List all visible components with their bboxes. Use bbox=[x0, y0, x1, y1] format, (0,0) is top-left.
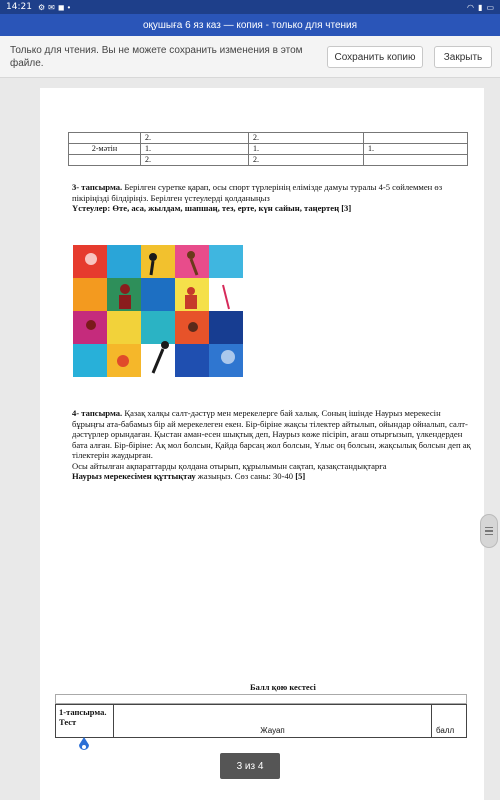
task-3 bbox=[72, 182, 472, 214]
task-3-label: 3- тапсырма. bbox=[72, 182, 123, 192]
table-cell: 2. bbox=[141, 155, 249, 166]
score-table bbox=[55, 704, 467, 738]
table-cell: 2. bbox=[141, 133, 249, 144]
table-cell: 2-мәтін bbox=[69, 144, 141, 155]
score-points-header: балл bbox=[436, 726, 455, 735]
score-table-header-strip bbox=[55, 694, 467, 704]
document-title: оқушыға 6 яз каз — копия - только для чтения bbox=[142, 19, 358, 31]
status-system-icons bbox=[467, 3, 494, 12]
table-cell: 2. bbox=[249, 133, 364, 144]
scroll-handle[interactable] bbox=[480, 514, 498, 548]
app-icon: ◼ bbox=[57, 2, 65, 12]
athletes-silhouettes bbox=[73, 245, 243, 377]
table-cell: 1. bbox=[141, 144, 249, 155]
task-3-text: Берілген суретке қарап, осы спорт түрлерінің елімізде дамуы туралы 4-5 сөйлеммен өз пікіріңізді білдіріңіз. Берілген үстеулерді қолданыңыз bbox=[72, 182, 443, 203]
text-table bbox=[68, 132, 468, 166]
settings-icon: ⚙ bbox=[37, 2, 46, 12]
table-cell: 1. bbox=[364, 144, 468, 155]
task-4-score: [5] bbox=[295, 471, 306, 481]
document-page bbox=[40, 88, 484, 800]
message-icon: ✉ bbox=[48, 2, 55, 12]
task-4-bold-phrase: Наурыз мерекесімен құттықтау bbox=[72, 471, 196, 481]
table-row bbox=[69, 155, 468, 166]
sports-collage-image bbox=[73, 245, 243, 377]
more-icon: • bbox=[67, 2, 71, 12]
task-4-text: Қазақ халқы салт-дәстүр мен мерекелерге бай халық. Соның ішінде Наурыз мерекесін бұрыңғы ата-бабамыз бір ай мерекелеген екен. Бір-біріне жақсы тілектер айтылып, ойындар ойналып, салт-дәстүрлер орындаған. Қыстан аман-есен шықтық деп, Наурыз көже пісіріп, ағаш отырғызып, үлкендерден бата алған. Бір-біріне: Ақ мол болсын, Қайда барсаң жол болсын, Ұлыс оң болсын, жақсылық болсын деп ақ тілектерін жаудырған. bbox=[72, 408, 471, 460]
score-task-cell: 1-тапсырма. Тест bbox=[56, 705, 114, 737]
score-answer-header: Жауап bbox=[114, 705, 432, 737]
table-row bbox=[69, 133, 468, 144]
table-row bbox=[69, 144, 468, 155]
task-4-tail: жазыңыз. Сөз саны: 30-40 bbox=[195, 471, 296, 481]
table-cell bbox=[364, 133, 468, 144]
table-cell bbox=[69, 155, 141, 166]
task-3-adverbs: Үстеулер: Өте, аса, жылдам, шапшаң, тез, ерте, күн сайын, таңертең [3] bbox=[72, 203, 352, 213]
readonly-message: Только для чтения. Вы не можете сохранить изменения в этом файле. bbox=[10, 44, 303, 69]
signal-icon: ▮ bbox=[478, 2, 483, 12]
document-title-bar bbox=[0, 14, 500, 36]
status-time: 14:21 bbox=[6, 2, 32, 12]
table-cell: 1. bbox=[249, 144, 364, 155]
table-cell: 2. bbox=[249, 155, 364, 166]
table-cell bbox=[364, 155, 468, 166]
table-cell bbox=[69, 133, 141, 144]
text-selection-handle-icon[interactable] bbox=[78, 737, 90, 753]
status-bar bbox=[0, 0, 500, 14]
save-copy-button[interactable]: Сохранить копию bbox=[327, 46, 423, 68]
page-indicator: 3 из 4 bbox=[220, 753, 280, 779]
wifi-icon: ◠ bbox=[467, 2, 475, 12]
task-4 bbox=[72, 408, 472, 482]
task-4-instruction: Осы айтылған ақпараттарды қолдана отырып, құрылымын сақтап, қазақстандықтарға bbox=[72, 460, 387, 471]
readonly-banner bbox=[0, 36, 500, 78]
status-notification-icons bbox=[38, 3, 70, 12]
close-button[interactable]: Закрыть bbox=[434, 46, 492, 68]
score-table-title: Балл қою кестесі bbox=[250, 682, 316, 692]
document-viewport[interactable] bbox=[0, 78, 500, 800]
battery-icon: ▭ bbox=[486, 2, 494, 12]
task-4-label: 4- тапсырма. bbox=[72, 408, 123, 418]
